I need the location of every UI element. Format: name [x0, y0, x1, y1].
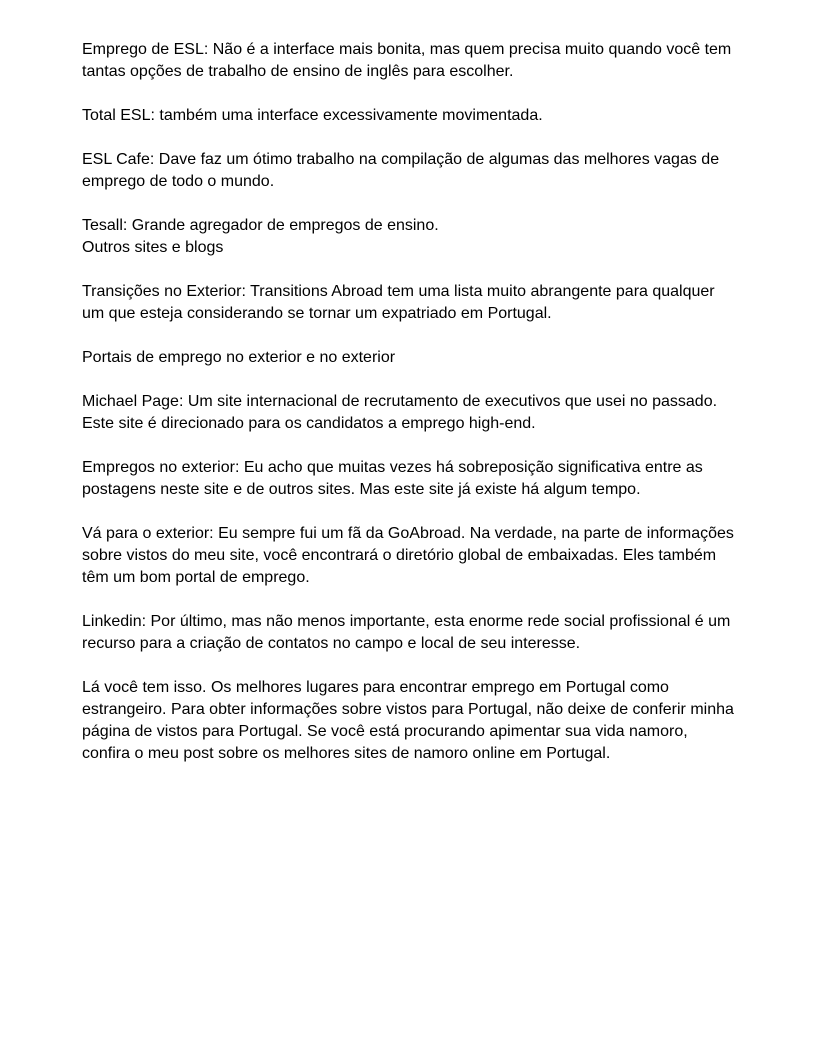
paragraph-michael-page: Michael Page: Um site internacional de recrutamento de executivos que usei no passado. Este site é direcionado para os candidatos a emprego high-end. [82, 393, 718, 432]
paragraph-jobs-abroad: Empregos no exterior: Eu acho que muitas vezes há sobreposição significativa entre as postagens neste site e de outros sites. Mas este site já existe há algum tempo. [82, 459, 703, 498]
section-heading-job-portals: Portais de emprego no exterior e no exterior [82, 349, 396, 366]
paragraph-esl-employment: Emprego de ESL: Não é a interface mais bonita, mas quem precisa muito quando você tem tantas opções de trabalho de ensino de inglês para escolher. [82, 41, 732, 80]
paragraph-linkedin: Linkedin: Por último, mas não menos importante, esta enorme rede social profissional é um recurso para a criação de contatos no campo e local de seu interesse. [82, 613, 731, 652]
paragraph-go-abroad: Vá para o exterior: Eu sempre fui um fã da GoAbroad. Na verdade, na parte de informações sobre vistos do meu site, você encontrará o diretório global de embaixadas. Eles também têm um bom portal de emprego. [82, 525, 734, 586]
section-heading-other-sites: Outros sites e blogs [82, 239, 224, 256]
paragraph-conclusion: Lá você tem isso. Os melhores lugares para encontrar emprego em Portugal como estrangeiro. Para obter informações sobre vistos para Portugal, não deixe de conferir minha página de vistos para Portugal. Se você está procurando apimentar sua vida namoro, confira o meu post sobre os melhores sites de namoro online em Portugal. [82, 679, 734, 762]
document-page [82, 39, 738, 787]
paragraph-tesall: Tesall: Grande agregador de empregos de ensino. [82, 217, 439, 234]
paragraph-esl-cafe: ESL Cafe: Dave faz um ótimo trabalho na compilação de algumas das melhores vagas de emprego de todo o mundo. [82, 151, 720, 190]
paragraph-total-esl: Total ESL: também uma interface excessivamente movimentada. [82, 107, 543, 124]
paragraph-transitions-abroad: Transições no Exterior: Transitions Abroad tem uma lista muito abrangente para qualquer um que esteja considerando se tornar um expatriado em Portugal. [82, 283, 715, 322]
